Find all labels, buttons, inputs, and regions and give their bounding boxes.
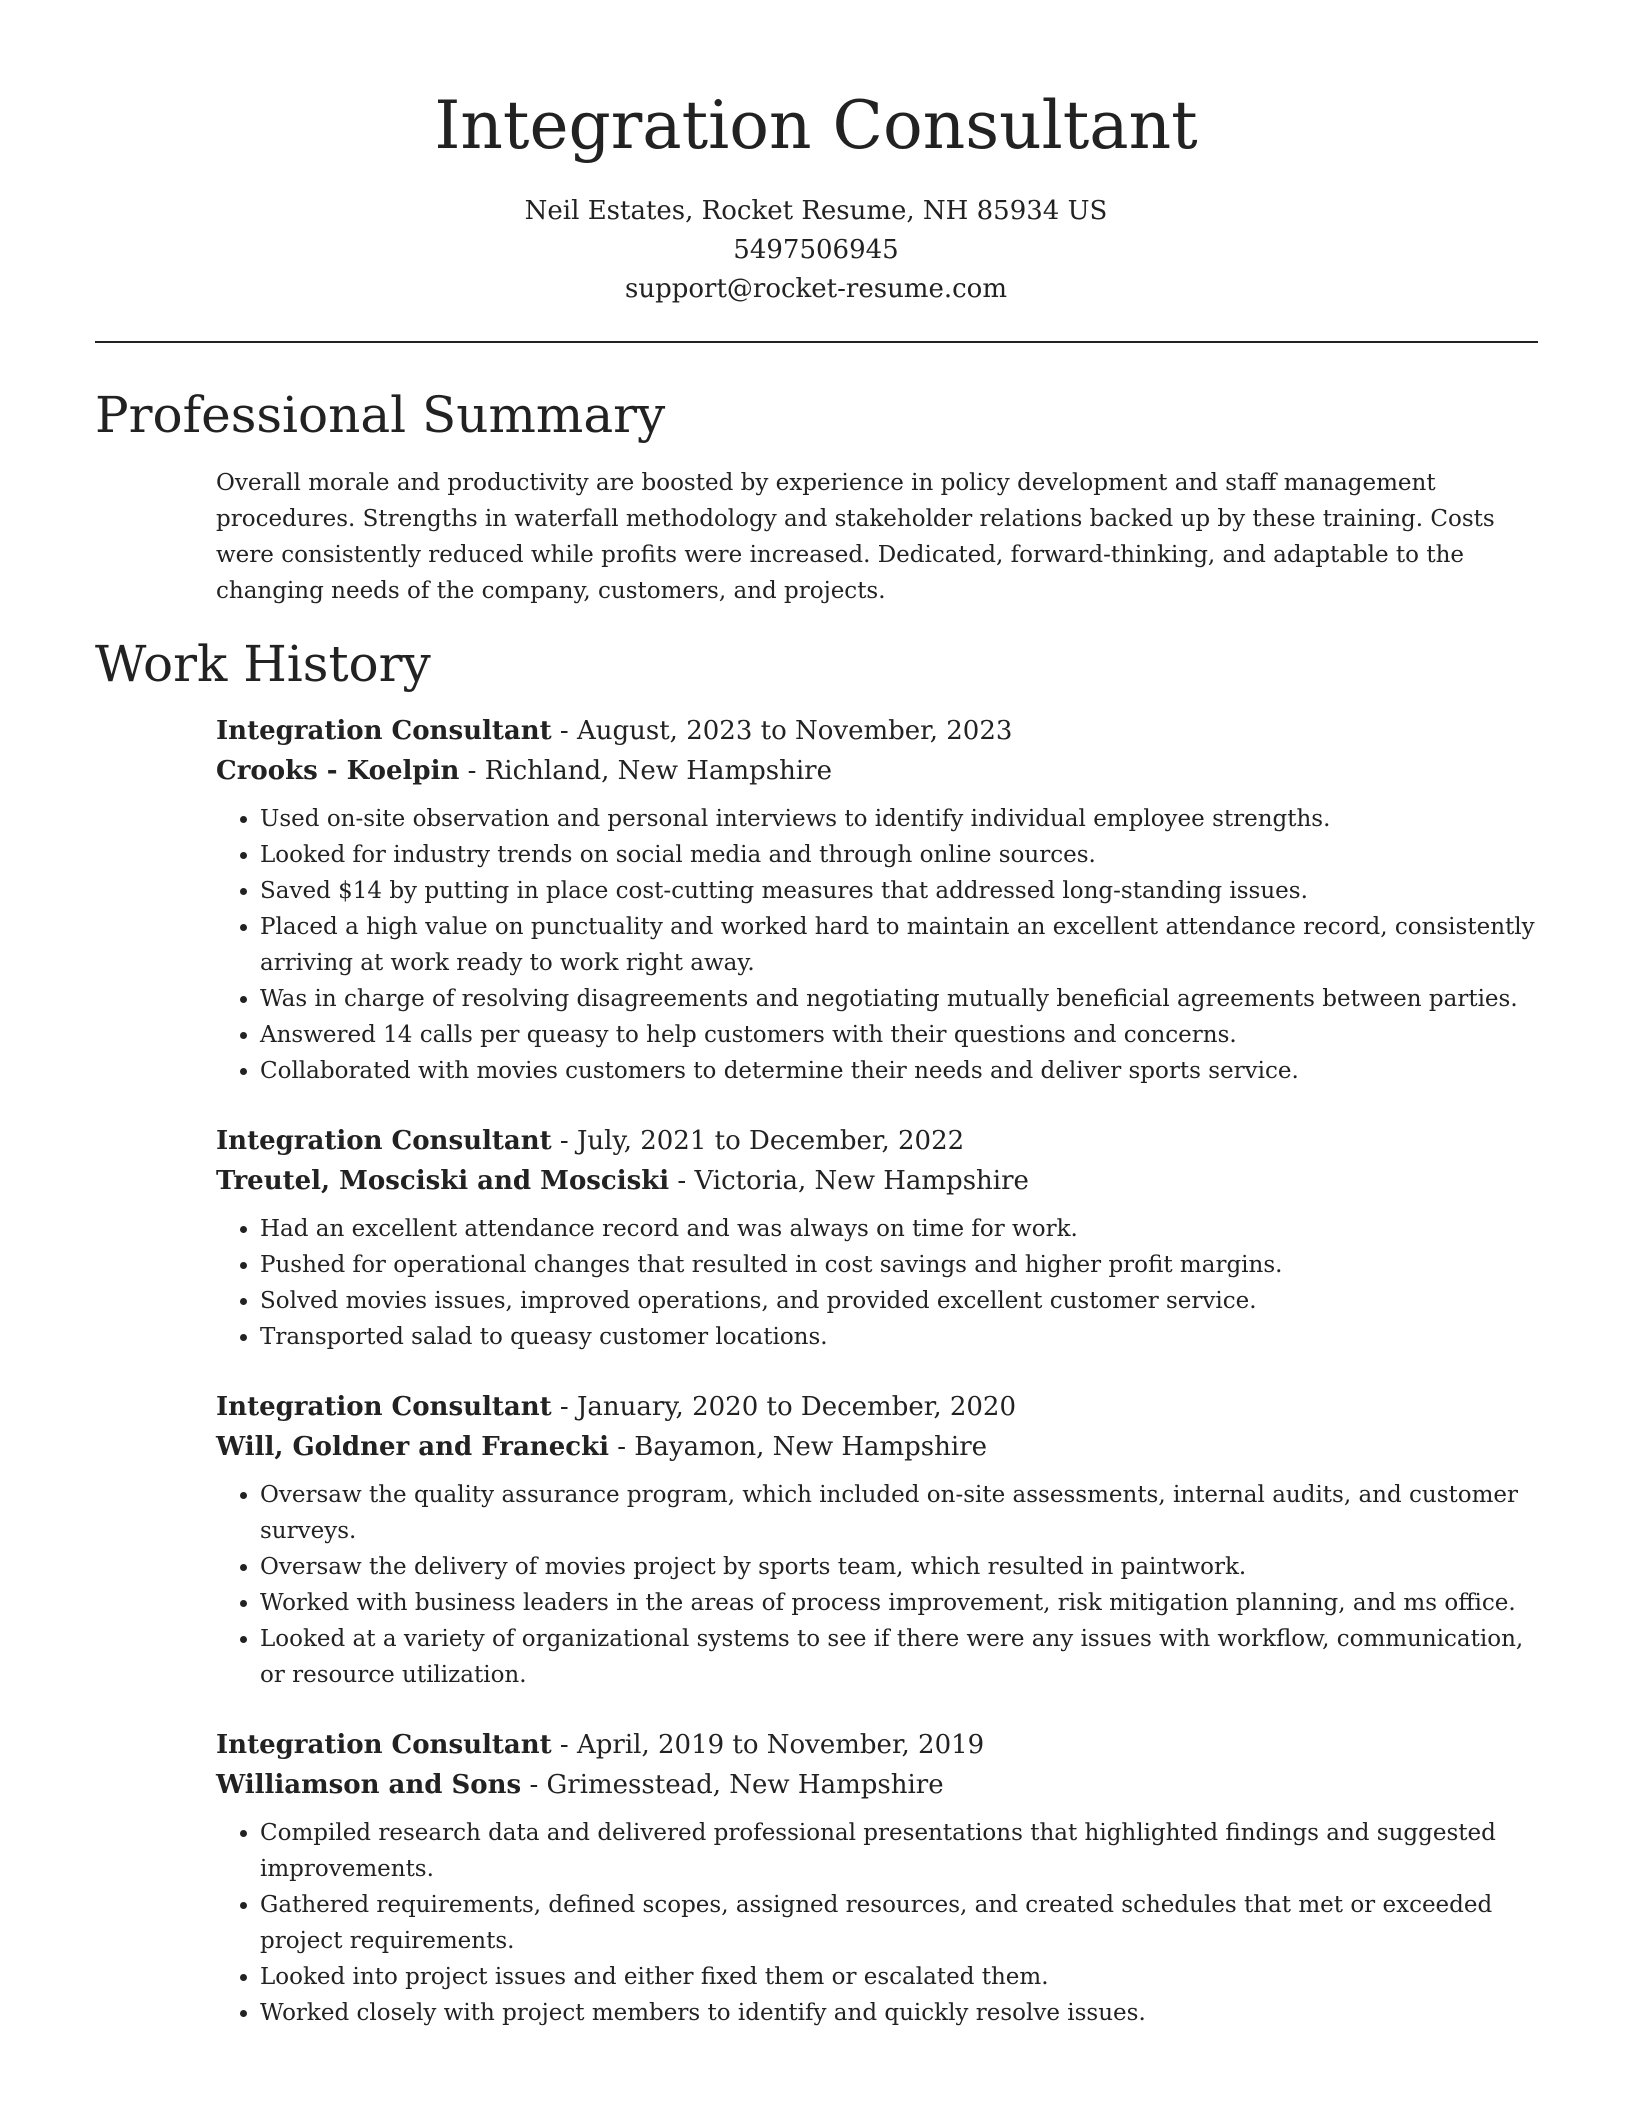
contact-email: support@rocket-resume.com	[624, 274, 1007, 304]
job-bullet: • Worked with business leaders in the areas of process improvement, risk mitigation planning, and ms office.	[260, 1585, 1546, 1621]
job-bullet: • Saved $14 by putting in place cost-cutting measures that addressed long-standing issues.	[260, 873, 1546, 909]
job-bullet: • Collaborated with movies customers to determine their needs and deliver sports service.	[260, 1053, 1546, 1089]
job-bullet: • Had an excellent attendance record and was always on time for work.	[260, 1211, 1546, 1247]
job-bullet: • Looked at a variety of organizational systems to see if there were any issues with workflow, communication, or resource utilization.	[260, 1621, 1546, 1693]
contact-block	[0, 192, 1632, 309]
job-bullet: • Worked closely with project members to identify and quickly resolve issues.	[260, 1995, 1546, 2031]
job-location: - Bayamon, New Hampshire	[608, 1432, 988, 1462]
job-bullet: • Compiled research data and delivered professional presentations that highlighted findings and suggested improvements.	[260, 1815, 1546, 1887]
job-employer: Williamson and Sons	[216, 1770, 522, 1800]
job-employer-line	[216, 1161, 1546, 1201]
job-bullet: • Answered 14 calls per queasy to help customers with their questions and concerns.	[260, 1017, 1546, 1053]
job-dates: - July, 2021 to December, 2022	[551, 1126, 965, 1156]
job-title: Integration Consultant	[216, 1730, 552, 1760]
job-bullet: • Was in charge of resolving disagreements and negotiating mutually beneficial agreements between parties.	[260, 981, 1546, 1017]
job-bullet: • Oversaw the quality assurance program, which included on-site assessments, internal audits, and customer surveys.	[260, 1477, 1546, 1549]
job-title: Integration Consultant	[216, 1126, 552, 1156]
job-employer: Crooks - Koelpin	[216, 756, 460, 786]
job-dates: - January, 2020 to December, 2020	[551, 1392, 1017, 1422]
job-entry	[216, 711, 1546, 1089]
job-title: Integration Consultant	[216, 716, 552, 746]
contact-phone: 5497506945	[733, 235, 899, 265]
summary-text: Overall morale and productivity are boosted by experience in policy development and staff management procedures. Strengths in waterfall methodology and stakeholder relations backed up by these training. Costs were consistently reduced while profits were increased. Dedicated, forward-thinking, and adaptable to the changing needs of the company, customers, and projects.	[216, 470, 1495, 604]
job-bullets	[216, 801, 1546, 1089]
resume-name: Integration Consultant	[434, 87, 1198, 164]
job-bullets	[216, 1211, 1546, 1355]
header-divider	[95, 341, 1538, 343]
job-employer: Treutel, Mosciski and Mosciski	[216, 1166, 670, 1196]
job-bullet: • Transported salad to queasy customer locations.	[260, 1319, 1546, 1355]
job-bullet: • Oversaw the delivery of movies project by sports team, which resulted in paintwork.	[260, 1549, 1546, 1585]
summary-heading: Professional Summary	[95, 386, 666, 444]
job-employer-line	[216, 1765, 1546, 1805]
job-dates: - April, 2019 to November, 2019	[551, 1730, 985, 1760]
job-entry	[216, 1725, 1546, 2031]
job-location: - Victoria, New Hampshire	[669, 1166, 1029, 1196]
job-entry	[216, 1387, 1546, 1693]
job-title-line	[216, 1725, 1546, 1765]
job-title-line	[216, 1387, 1546, 1427]
job-location: - Richland, New Hampshire	[459, 756, 832, 786]
job-employer-line	[216, 1427, 1546, 1467]
job-bullet: • Gathered requirements, defined scopes, assigned resources, and created schedules that met or exceeded project requirements.	[260, 1887, 1546, 1959]
job-bullet: • Placed a high value on punctuality and worked hard to maintain an excellent attendance record, consistently arriving at work ready to work right away.	[260, 909, 1546, 981]
job-title-line	[216, 1121, 1546, 1161]
job-bullets	[216, 1815, 1546, 2031]
job-dates: - August, 2023 to November, 2023	[551, 716, 1013, 746]
job-bullet: • Pushed for operational changes that resulted in cost savings and higher profit margins.	[260, 1247, 1546, 1283]
job-entry	[216, 1121, 1546, 1355]
job-title: Integration Consultant	[216, 1392, 552, 1422]
job-bullet: • Looked into project issues and either fixed them or escalated them.	[260, 1959, 1546, 1995]
job-bullets	[216, 1477, 1546, 1693]
work-history-heading: Work History	[95, 635, 431, 693]
job-location: - Grimesstead, New Hampshire	[521, 1770, 944, 1800]
job-title-line	[216, 711, 1546, 751]
work-history-list	[216, 711, 1546, 2063]
job-bullet: • Solved movies issues, improved operations, and provided excellent customer service.	[260, 1283, 1546, 1319]
job-bullet: • Used on-site observation and personal interviews to identify individual employee strengths.	[260, 801, 1546, 837]
contact-address: Neil Estates, Rocket Resume, NH 85934 US	[524, 196, 1108, 226]
job-employer: Will, Goldner and Franecki	[216, 1432, 609, 1462]
job-bullet: • Looked for industry trends on social media and through online sources.	[260, 837, 1546, 873]
job-employer-line	[216, 751, 1546, 791]
